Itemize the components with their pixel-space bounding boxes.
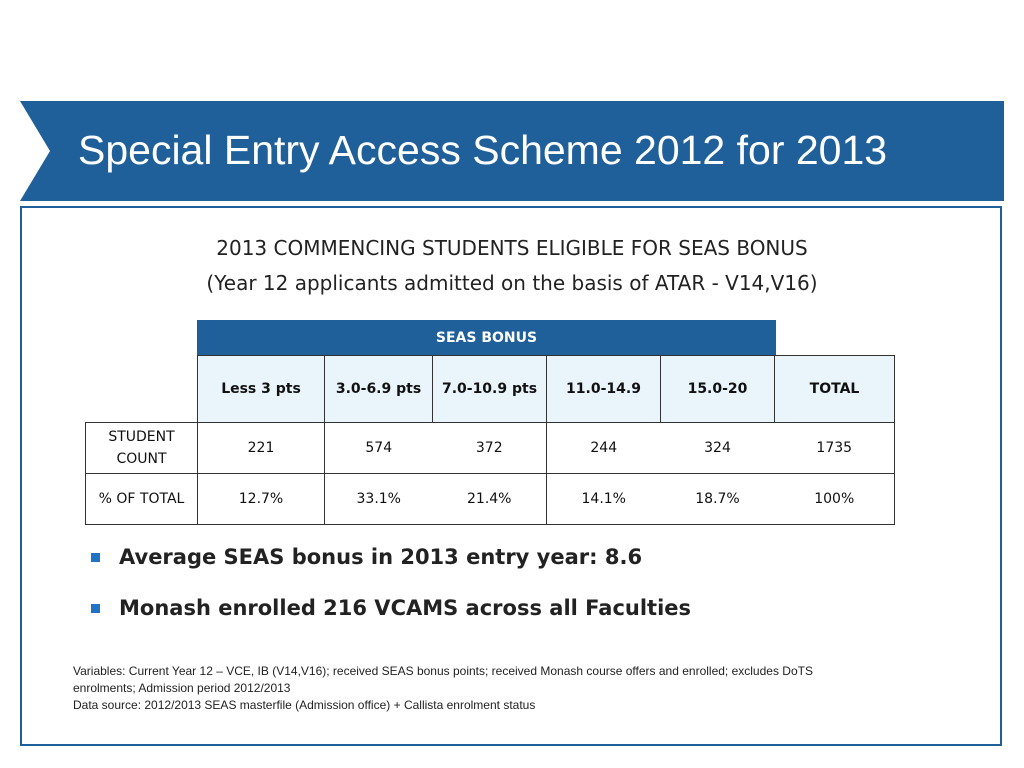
table-cell: 221 — [198, 423, 325, 474]
column-header: Less 3 pts — [198, 356, 325, 423]
column-header: 3.0-6.9 pts — [325, 356, 433, 423]
column-header: 15.0-20 — [661, 356, 775, 423]
seas-bonus-group-header: SEAS BONUS — [197, 320, 776, 355]
table-cell: 14.1% — [547, 474, 661, 525]
row-label-line: STUDENT — [108, 429, 175, 445]
bullet-item — [91, 596, 691, 620]
footnote-line: Variables: Current Year 12 – VCE, IB (V14,V16); received SEAS bonus points; received Monash course offers and enrolled; excludes DoTS — [73, 664, 813, 678]
table-cell: 372 — [433, 423, 547, 474]
table-cell: 100% — [775, 474, 895, 525]
bullet-text: Average SEAS bonus in 2013 entry year: 8.6 — [119, 545, 643, 569]
footnote-line: enrolments; Admission period 2012/2013 — [73, 681, 291, 695]
row-label-line: COUNT — [116, 451, 167, 467]
column-header: 11.0-14.9 — [547, 356, 661, 423]
square-bullet-icon — [91, 553, 100, 562]
table-cell: 21.4% — [433, 474, 547, 525]
square-bullet-icon — [91, 604, 100, 613]
footnotes — [73, 663, 978, 714]
bullet-text: Monash enrolled 216 VCAMS across all Faculties — [119, 596, 692, 620]
table-cell: 33.1% — [325, 474, 433, 525]
table-subtitle: (Year 12 applicants admitted on the basis of ATAR - V14,V16) — [206, 271, 818, 295]
table-header-row — [86, 356, 895, 423]
row-label-line: % OF TOTAL — [98, 491, 185, 507]
column-header: 7.0-10.9 pts — [433, 356, 547, 423]
bullet-item — [91, 545, 642, 569]
table-title: 2013 COMMENCING STUDENTS ELIGIBLE FOR SEAS BONUS — [216, 236, 808, 260]
table-cell: 324 — [661, 423, 775, 474]
table-row — [86, 423, 895, 474]
table-cell: 12.7% — [198, 474, 325, 525]
table-cell: 574 — [325, 423, 433, 474]
table-cell: 244 — [547, 423, 661, 474]
header-blank-cell — [86, 356, 198, 423]
table-row — [86, 474, 895, 525]
column-header: TOTAL — [775, 356, 895, 423]
banner-chevron-notch — [20, 101, 50, 201]
row-label — [86, 474, 198, 525]
footnote-line: Data source: 2012/2013 SEAS masterfile (Admission office) + Callista enrolment status — [73, 698, 536, 712]
row-label — [86, 423, 198, 474]
table-cell: 1735 — [775, 423, 895, 474]
table-cell: 18.7% — [661, 474, 775, 525]
slide-title: Special Entry Access Scheme 2012 for 2013 — [78, 127, 888, 173]
seas-table — [85, 355, 895, 525]
